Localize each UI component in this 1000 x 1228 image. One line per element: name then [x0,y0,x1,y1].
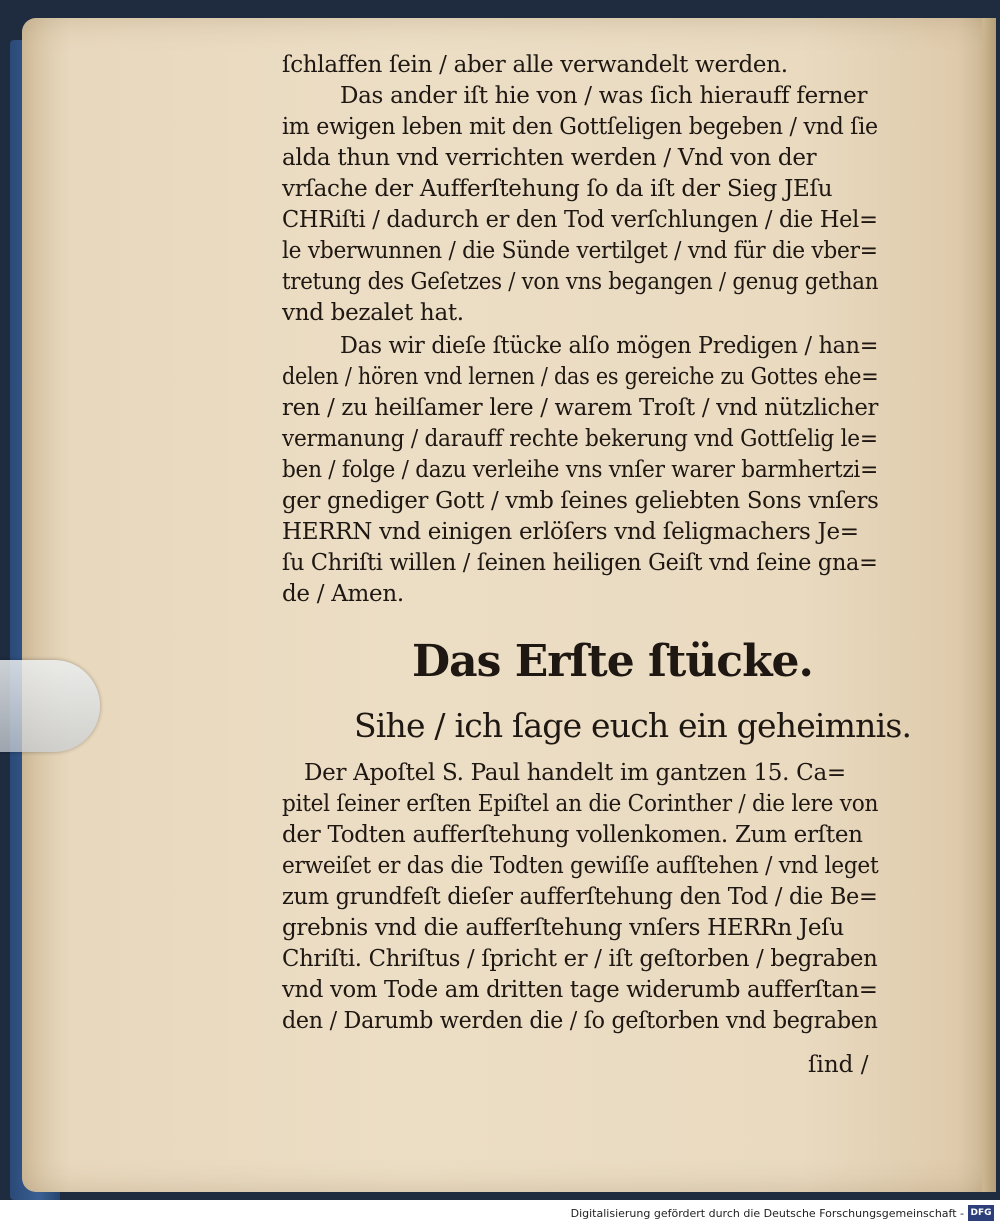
text-line: zum grundfeſt dieſer aufferſtehung den Tod / die Be= [282,884,878,910]
footer-bar [0,1200,1000,1228]
text-line: delen / hören vnd lernen / das es gereiche zu Gottes ehe= [282,364,879,390]
text-line: Der Apoſtel S. Paul handelt im gantzen 15. Ca= [304,760,846,786]
section-heading: Das Erſte ſtücke. [412,636,813,687]
text-line: HERRN vnd einigen erlöſers vnd ſeligmachers Je= [282,519,859,545]
section-subheading: Sihe / ich ſage euch ein geheimnis. [354,706,912,745]
text-line: ſu Chriſti willen / ſeinen heiligen Geiſt vnd ſeine gna= [282,550,878,576]
text-line: alda thun vnd verrichten werden / Vnd von der [282,145,817,171]
text-line: de / Amen. [282,581,404,607]
funding-notice: Digitalisierung gefördert durch die Deutsche Forschungsgemeinschaft - [570,1207,964,1220]
text-line: der Todten aufferſtehung vollenkomen. Zum erſten [282,822,863,848]
text-line: tretung des Geſetzes / von vns begangen / genug gethan [282,269,879,295]
page-tab-marker [0,660,100,752]
text-line: le vberwunnen / die Sünde vertilget / vnd für die vber= [282,238,878,264]
text-line: ren / zu heilſamer lere / warem Troſt / vnd nützlicher [282,395,879,421]
text-line: den / Darumb werden die / ſo geſtorben vnd begraben [282,1008,878,1034]
text-line: vermanung / darauff rechte bekerung vnd Gottſelig le= [282,426,878,452]
dfg-logo: DFG [968,1205,994,1221]
text-line: im ewigen leben mit den Gottſeligen begeben / vnd ſie [282,114,878,140]
text-line: Das wir dieſe ſtücke alſo mögen Predigen / han= [340,333,879,359]
text-line: CHRiſti / dadurch er den Tod verſchlungen / die Hel= [282,207,878,233]
text-line: vnd vom Tode am dritten tage widerumb aufferſtan= [282,977,878,1003]
text-line: grebnis vnd die aufferſtehung vnſers HERRn Jeſu [282,915,844,941]
text-line: erweiſet er das die Todten gewiſſe aufſtehen / vnd leget [282,853,879,879]
text-line: Das ander iſt hie von / was ſich hierauff ferner [340,83,868,109]
text-line: ben / folge / dazu verleihe vns vnſer warer barmhertzi= [282,457,878,483]
page-edge [982,18,996,1192]
text-line: vnd bezalet hat. [282,300,464,326]
text-line: Chriſti. Chriſtus / ſpricht er / iſt geſtorben / begraben [282,946,878,972]
text-line: ger gnediger Gott / vmb ſeines geliebten Sons vnſers [282,488,879,514]
text-line: vrſache der Aufferſtehung ſo da iſt der Sieg JEſu [282,176,833,202]
text-line: pitel ſeiner erſten Epiſtel an die Corinther / die lere von [282,791,879,817]
text-line: ſchlaffen ſein / aber alle verwandelt werden. [282,52,788,78]
catchword: ſind / [808,1052,869,1078]
